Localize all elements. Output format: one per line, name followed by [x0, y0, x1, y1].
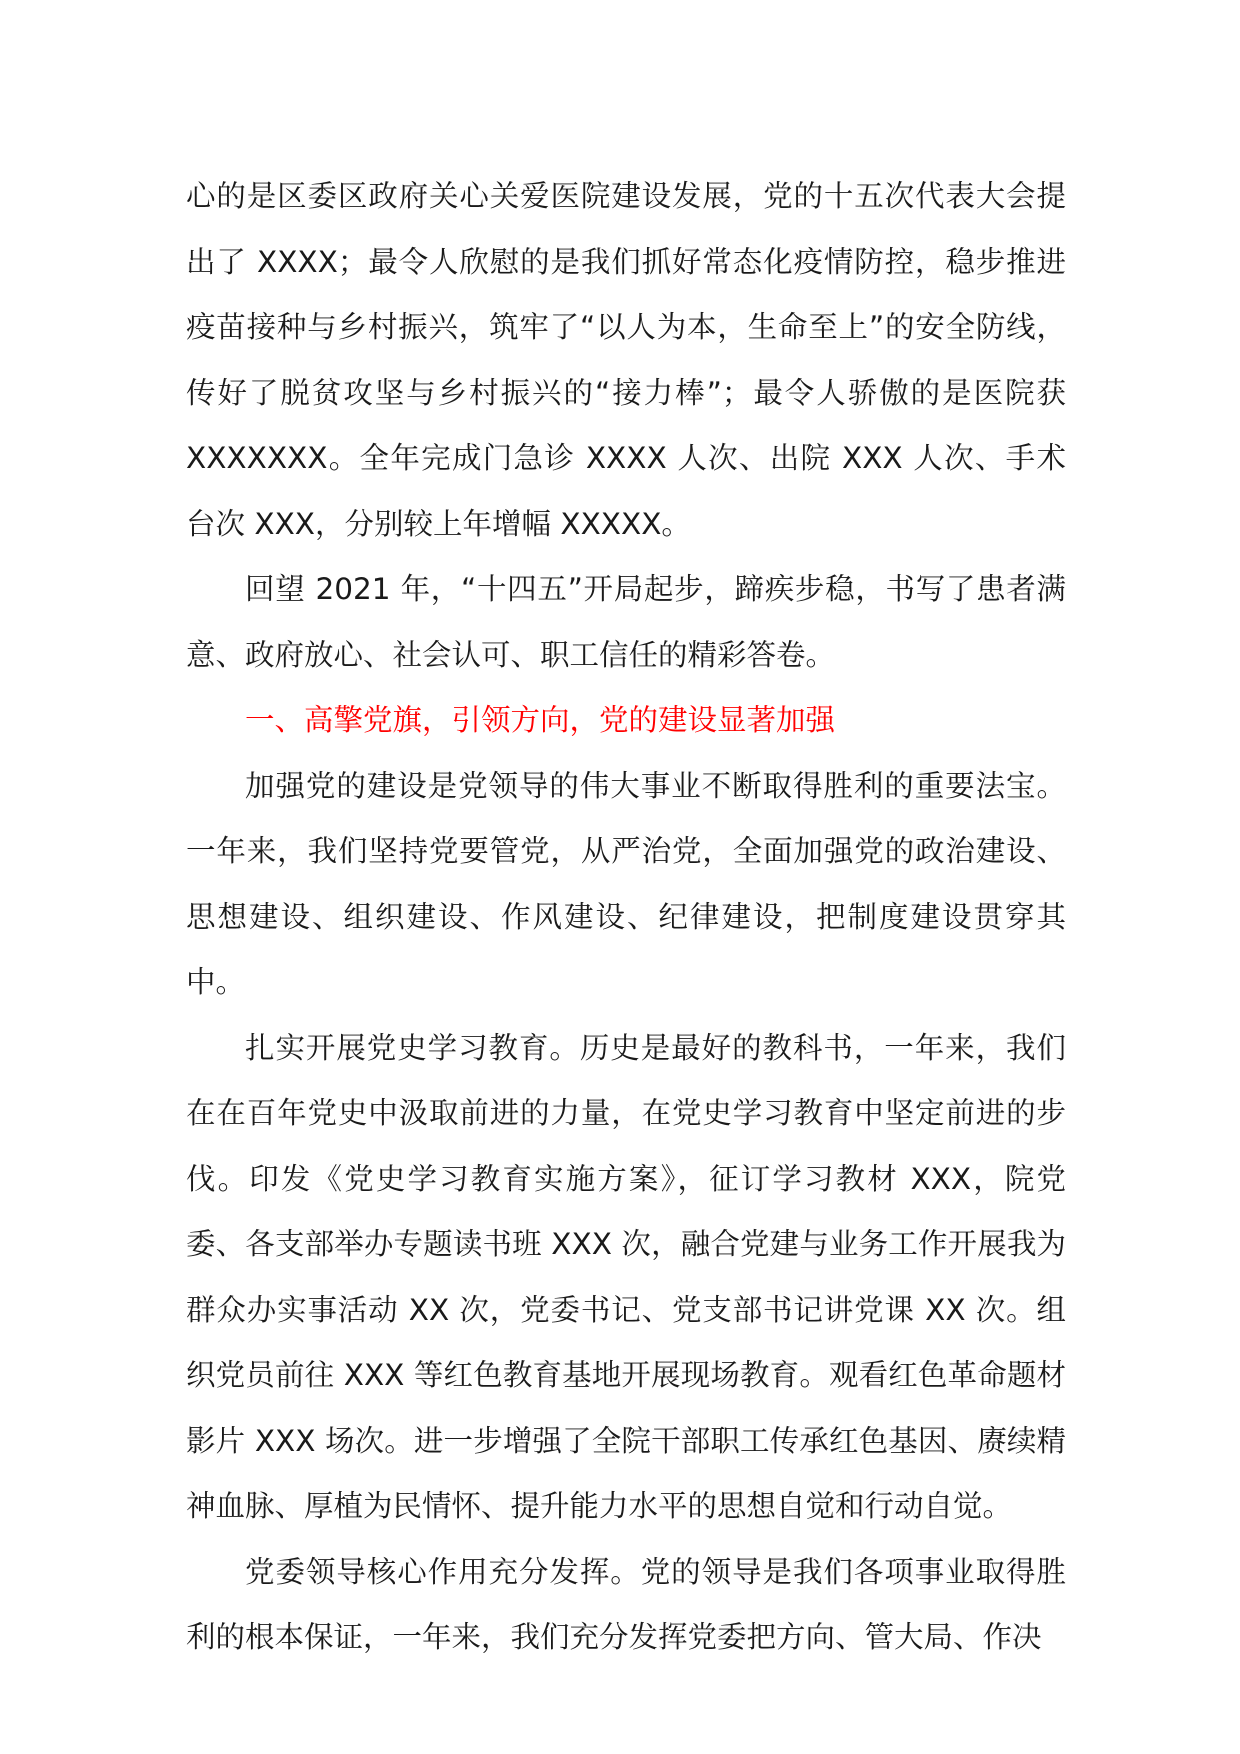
body-paragraph: 心的是区委区政府关心关爱医院建设发展，党的十五次代表大会提出了 XXXX；最令人欣慰的是我们抓好常态化疫情防控，稳步推进疫苗接种与乡村振兴，筑牢了“以人为本，生命至上”的安全防线，传好了脱贫攻坚与乡村振兴的“接力棒”；最令人骄傲的是医院获 XXXXXXX。全年完成门急诊 XXXX 人次、出院 XXX 人次、手术台次 XXX，分别较上年增幅 XXXXX。 [186, 179, 1066, 541]
body-paragraph: 加强党的建设是党领导的伟大事业不断取得胜利的重要法宝。一年来，我们坚持党要管党，从严治党，全面加强党的政治建设、思想建设、组织建设、作风建设、纪律建设，把制度建设贯穿其中。 [186, 768, 1066, 999]
body-paragraph: 扎实开展党史学习教育。历史是最好的教科书，一年来，我们在在百年党史中汲取前进的力量，在党史学习教育中坚定前进的步伐。印发《党史学习教育实施方案》，征订学习教材 XXX，院党委、各支部举办专题读书班 XXX 次，融合党建与业务工作开展我为群众办实事活动 XX 次，党委书记、党支部书记讲党课 XX 次。组织党员前往 XXX 等红色教育基地开展现场教育。观看红色革命题材影片 XXX 场次。进一步增强了全院干部职工传承红色基因、赓续精神血脉、厚植为民情怀、提升能力水平的思想自觉和行动自觉。 [186, 1030, 1066, 1523]
section-heading [186, 688, 1066, 754]
body-paragraph: 回望 2021 年，“十四五”开局起步，蹄疾步稳，书写了患者满意、政府放心、社会认可、职工信任的精彩答卷。 [186, 572, 1066, 672]
document-body [186, 164, 1066, 1671]
body-paragraph: 党委领导核心作用充分发挥。党的领导是我们各项事业取得胜利的根本保证，一年来，我们充分发挥党委把方向、管大局、作决 [186, 1554, 1066, 1654]
section-heading-text: 一、高擎党旗，引领方向，党的建设显著加强 [245, 703, 836, 737]
